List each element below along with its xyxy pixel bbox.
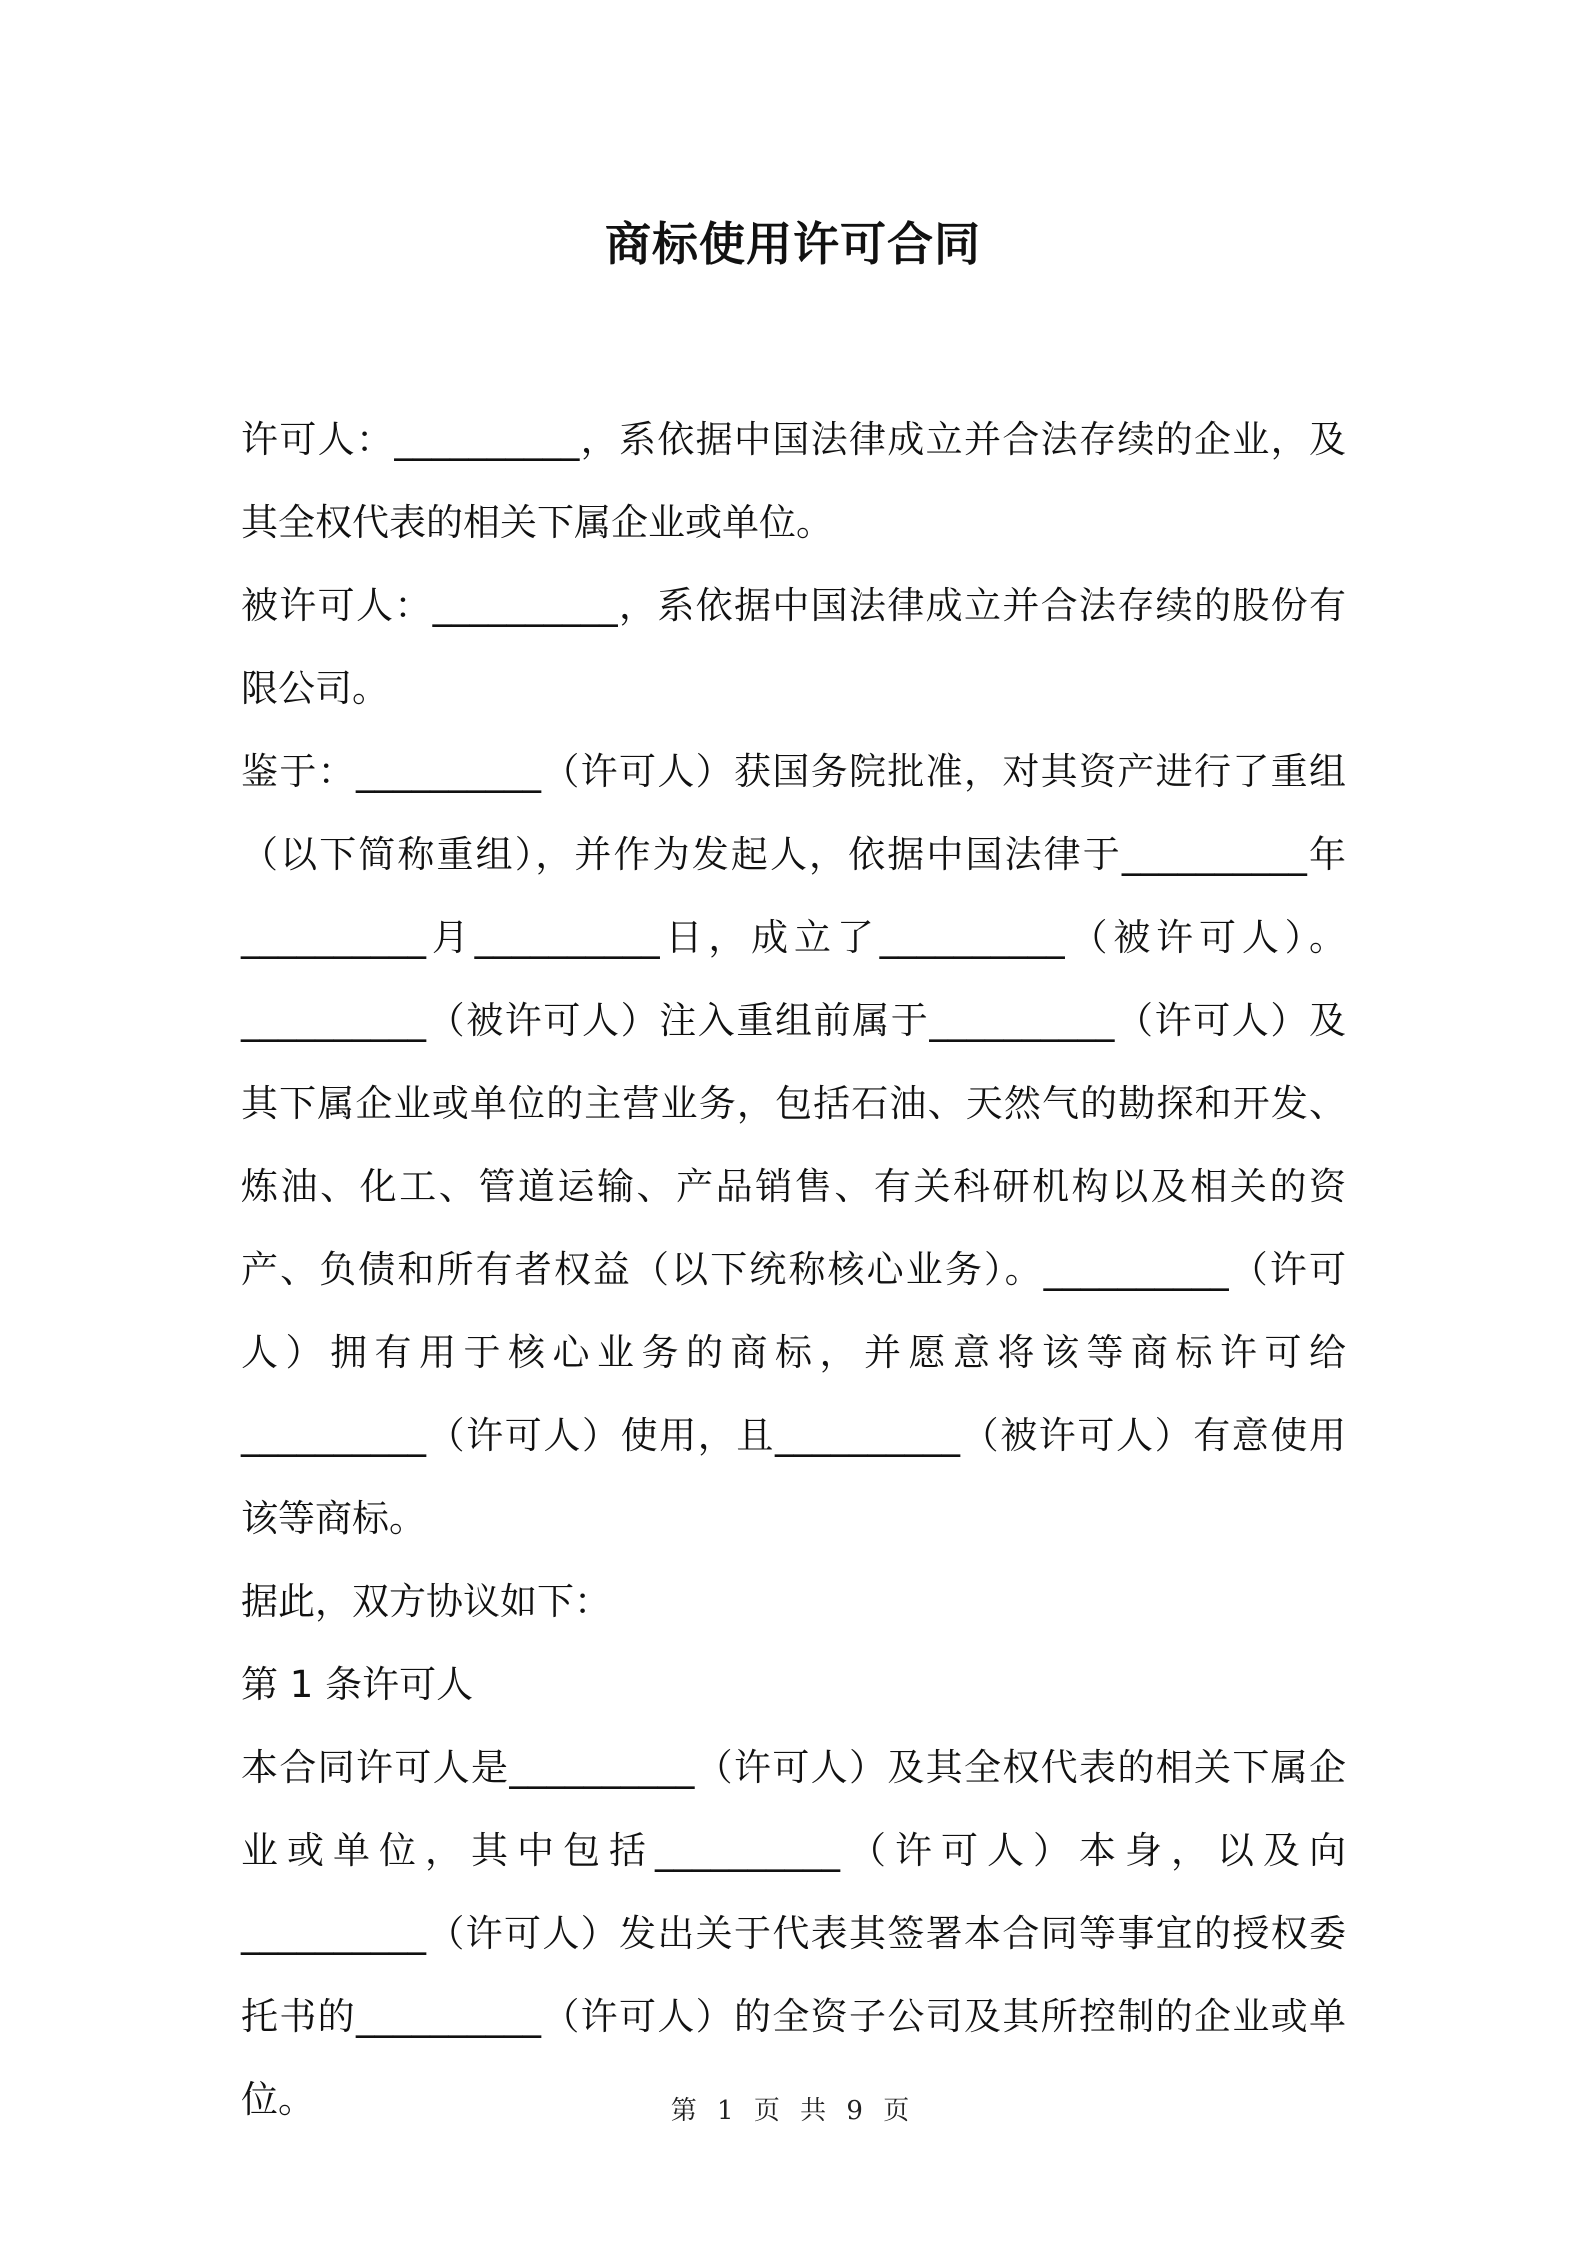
paragraph-licensor: 许可人：__________，系依据中国法律成立并合法存续的企业，及其全权代表的相关下属企业或单位。	[241, 418, 1346, 544]
paragraph-whereas: 鉴于：__________（许可人）获国务院批准，对其资产进行了重组（以下简称重组），并作为发起人，依据中国法律于__________年__________月__________日，成立了__________（被许可人）。__________（被许可人）注入重组前属于__________（许可人）及其下属企业或单位的主营业务，包括石油、天然气的勘探和开发、炼油、化工、管道运输、产品销售、有关科研机构以及相关的资产、负债和所有者权益（以下统称核心业务）。__________（许可人）拥有用于核心业务的商标，并愿意将该等商标许可给__________（许可人）使用，且__________（被许可人）有意使用该等商标。	[241, 750, 1346, 1540]
document-body	[241, 398, 1346, 2141]
paragraph-agreement: 据此，双方协议如下：	[241, 1580, 611, 1623]
article-1-heading: 第 1 条许可人	[241, 1663, 474, 1706]
page-number: 第 1 页 共 9 页	[670, 2096, 916, 2126]
paragraph-licensee: 被许可人：__________，系依据中国法律成立并合法存续的股份有限公司。	[241, 584, 1346, 710]
document-title: 商标使用许可合同	[605, 217, 981, 271]
article-1-body: 本合同许可人是__________（许可人）及其全权代表的相关下属企业或单位，其中包括__________（许可人）本身，以及向__________（许可人）发出关于代表其签署本合同等事宜的授权委托书的__________（许可人）的全资子公司及其所控制的企业或单位。	[241, 1746, 1346, 2121]
